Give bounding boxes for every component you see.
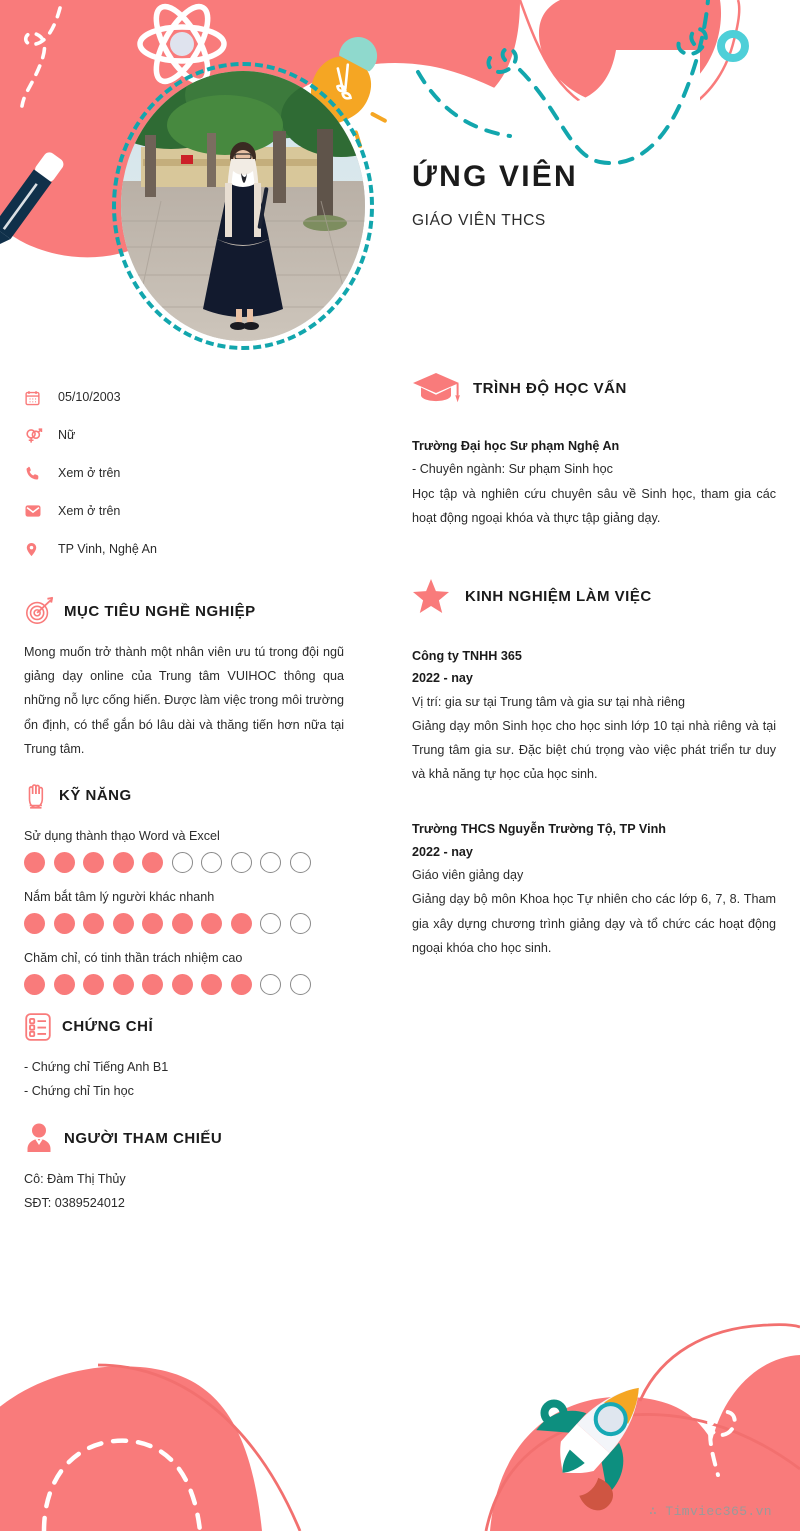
rating-dot-filled [54, 974, 75, 995]
right-column [412, 372, 776, 960]
skill-label: Chăm chỉ, có tinh thần trách nhiệm cao [24, 950, 243, 965]
education-major: - Chuyên ngành: Sư phạm Sinh học [412, 462, 613, 477]
rating-dot-empty [260, 913, 281, 934]
experience-company: Trường THCS Nguyễn Trường Tộ, TP Vinh [412, 822, 666, 837]
rating-dot-filled [201, 974, 222, 995]
graduation-cap-icon [412, 372, 460, 405]
rating-dot-filled [113, 852, 134, 873]
objective-text: Mong muốn trở thành một nhân viên ưu tú trong đội ngũ giảng dạy online của Trung tâm VUIHOC thông qua những nỗ lực cống hiến. Được làm việc trong môi trường ổn định, có thể gắn bó lâu dài và thăng tiến hơn nữa tại Trung tâm. [24, 645, 344, 756]
birthday-value: 05/10/2003 [58, 390, 121, 404]
skill-label: Nắm bắt tâm lý người khác nhanh [24, 889, 215, 904]
rating-dot-filled [83, 974, 104, 995]
rating-dot-filled [54, 913, 75, 934]
watermark: ∴ Timviec365.vn [648, 1504, 772, 1519]
certificate-item: - Chứng chỉ Tiếng Anh B1 [24, 1059, 169, 1074]
rating-dot-filled [142, 852, 163, 873]
experience-title: KINH NGHIỆM LÀM VIỆC [465, 587, 652, 605]
skills-section [24, 781, 344, 995]
skills-title: KỸ NĂNG [59, 787, 132, 805]
location-value: TP Vinh, Nghệ An [58, 542, 157, 556]
rating-dot-filled [24, 974, 45, 995]
rating-dot-empty [290, 913, 311, 934]
job-title: GIÁO VIÊN THCS [412, 212, 546, 229]
rating-dot-filled [231, 913, 252, 934]
person-icon [24, 1122, 54, 1154]
contact-item-email [24, 492, 344, 530]
experience-company: Công ty TNHH 365 [412, 648, 522, 663]
rating-dot-filled [24, 852, 45, 873]
education-school: Trường Đại học Sư phạm Nghệ An [412, 439, 620, 453]
rating-dot-filled [142, 974, 163, 995]
certificates-title: CHỨNG CHỈ [62, 1018, 154, 1036]
certificates-section [24, 1012, 344, 1103]
rating-dot-empty [172, 852, 193, 873]
experience-section [412, 578, 776, 960]
rating-dot-empty [260, 852, 281, 873]
skills-list [24, 829, 344, 995]
rating-dot-filled [24, 913, 45, 934]
rating-dot-filled [113, 913, 134, 934]
certificates-list [24, 1055, 344, 1103]
skill-label: Sử dụng thành thạo Word và Excel [24, 828, 220, 843]
page-title: ỨNG VIÊN [412, 160, 578, 193]
experience-entry [412, 818, 776, 960]
contact-item-location [24, 530, 344, 568]
reference-item: Cô: Đàm Thị Thủy [24, 1172, 126, 1187]
reference-item: SĐT: 0389524012 [24, 1196, 125, 1211]
rating-dot-empty [260, 974, 281, 995]
email-value: Xem ở trên [58, 504, 121, 518]
references-section [24, 1122, 344, 1215]
experience-description: Giảng dạy bộ môn Khoa học Tự nhiên cho các lớp 6, 7, 8. Tham gia xây dựng chương trình giảng dạy và tổ chức các hoạt động ngoại khóa cho học sinh. [412, 892, 776, 955]
footer-decoration [0, 1231, 800, 1531]
contact-item-birthday [24, 378, 344, 416]
experience-description: Giảng dạy môn Sinh học cho học sinh lớp 10 tại nhà riêng và tại Trung tâm gia sư. Đặc biệt chú trọng vào việc phát triển tư duy và khả năng tự học của học sinh. [412, 718, 776, 782]
experience-date: 2022 - nay [412, 844, 473, 859]
skill-rating [24, 913, 344, 934]
references-list [24, 1167, 344, 1215]
skill-rating [24, 974, 344, 995]
contact-item-phone [24, 454, 344, 492]
contact-item-gender [24, 416, 344, 454]
hand-icon [24, 781, 49, 811]
rating-dot-empty [201, 852, 222, 873]
star-icon [412, 578, 450, 615]
rating-dot-empty [290, 852, 311, 873]
pink-hill-left [0, 1366, 262, 1531]
checklist-icon [24, 1012, 52, 1042]
education-description: Học tập và nghiên cứu chuyên sâu về Sinh học, tham gia các hoạt động ngoại khóa và thực tập giảng dạy. [412, 486, 776, 525]
rating-dot-filled [54, 852, 75, 873]
gender-icon [24, 426, 58, 445]
rating-dot-filled [83, 913, 104, 934]
rating-dot-filled [201, 913, 222, 934]
rating-dot-filled [172, 974, 193, 995]
references-title: NGƯỜI THAM CHIẾU [64, 1129, 223, 1147]
rating-dot-filled [83, 852, 104, 873]
experience-date: 2022 - nay [412, 671, 473, 686]
experience-list [412, 645, 776, 960]
rating-dot-filled [113, 974, 134, 995]
rating-dot-filled [231, 974, 252, 995]
gender-value: Nữ [58, 428, 76, 442]
skill-rating [24, 852, 344, 873]
location-icon [24, 540, 58, 559]
contact-list [24, 378, 344, 568]
education-section [412, 372, 776, 530]
education-title: TRÌNH ĐỘ HỌC VẤN [473, 380, 627, 397]
target-icon [24, 596, 54, 626]
avatar [112, 62, 374, 350]
certificate-item: - Chứng chỉ Tin học [24, 1084, 134, 1099]
experience-position: Vị trí: gia sư tại Trung tâm và gia sư tại nhà riêng [412, 694, 686, 709]
objective-title: MỤC TIÊU NGHỀ NGHIỆP [64, 602, 256, 620]
rating-dot-empty [231, 852, 252, 873]
phone-icon [24, 465, 58, 482]
calendar-icon [24, 389, 58, 406]
experience-position: Giáo viên giảng dạy [412, 868, 524, 883]
left-column [24, 378, 344, 1216]
experience-entry [412, 645, 776, 787]
avatar-dashed-border [112, 62, 374, 350]
rating-dot-empty [290, 974, 311, 995]
rating-dot-filled [172, 913, 193, 934]
email-icon [24, 502, 58, 520]
rating-dot-filled [142, 913, 163, 934]
phone-value: Xem ở trên [58, 466, 121, 480]
objective-section [24, 596, 344, 761]
